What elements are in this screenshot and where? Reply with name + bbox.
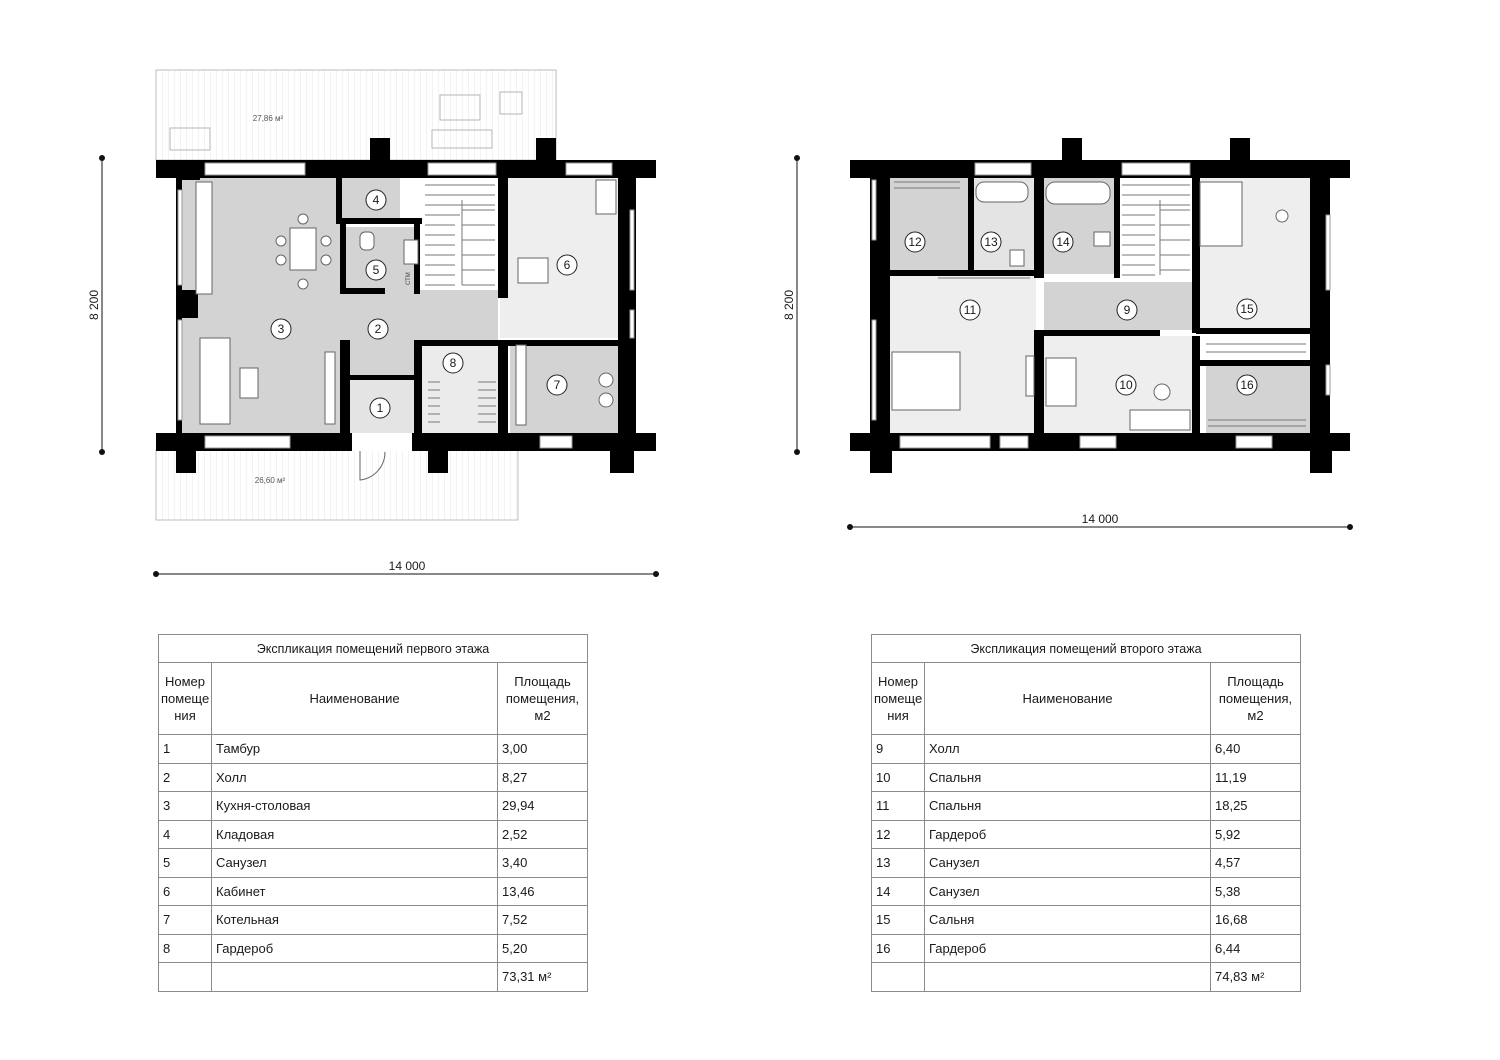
room-marker-6 [557, 255, 577, 275]
terrace-top-area: 27,86 м² [252, 114, 284, 123]
header-number: Номер помеще ния [159, 663, 212, 735]
cell-area: 4,57 [1211, 849, 1301, 878]
cell-name: Санузел [925, 877, 1211, 906]
table-row [872, 849, 1301, 878]
cell-area: 7,52 [498, 906, 588, 935]
cell-num: 1 [159, 735, 212, 764]
cell-name: Сальня [925, 906, 1211, 935]
cell-area: 18,25 [1211, 792, 1301, 821]
cell-name: Тамбур [212, 735, 498, 764]
room-marker-4 [366, 190, 386, 210]
table-row [159, 792, 588, 821]
cell-num: 6 [159, 877, 212, 906]
cell-num: 13 [872, 849, 925, 878]
table-row [159, 934, 588, 963]
cell-num: 7 [159, 906, 212, 935]
room-marker-3 [271, 319, 291, 339]
cell-area: 3,40 [498, 849, 588, 878]
cell-area: 29,94 [498, 792, 588, 821]
cell-num: 4 [159, 820, 212, 849]
cell-name: Гардероб [925, 820, 1211, 849]
cell-area: 11,19 [1211, 763, 1301, 792]
cell-name: Санузел [925, 849, 1211, 878]
cell-num: 12 [872, 820, 925, 849]
floor2-width-dimension: 14 000 [1081, 512, 1119, 526]
table-total: 74,83 м² [1211, 963, 1301, 992]
table-row [872, 820, 1301, 849]
terrace-bottom-area: 26,60 м² [254, 476, 286, 485]
cell-num: 15 [872, 906, 925, 935]
floor1-rooms-table [158, 634, 588, 992]
cell-area: 13,46 [498, 877, 588, 906]
cell-area: 6,40 [1211, 735, 1301, 764]
cell-num: 10 [872, 763, 925, 792]
floor1-height-dimension: 8 200 [87, 289, 101, 321]
svg-text:6: 6 [563, 258, 571, 272]
room-marker-11 [960, 300, 980, 320]
cell-area: 16,68 [1211, 906, 1301, 935]
svg-text:16: 16 [1240, 378, 1254, 392]
room-marker-14 [1053, 232, 1073, 252]
svg-text:14: 14 [1056, 235, 1070, 249]
svg-text:11: 11 [963, 303, 977, 317]
room-marker-16 [1237, 375, 1257, 395]
room-marker-12 [905, 232, 925, 252]
cell-num: 14 [872, 877, 925, 906]
table-row [872, 735, 1301, 764]
svg-text:5: 5 [372, 263, 380, 277]
floor2-height-dimension: 8 200 [782, 289, 796, 321]
terrace-bottom [156, 450, 518, 520]
floor1-width-dimension: 14 000 [388, 559, 426, 573]
floor2-stairs [1122, 185, 1190, 275]
room-marker-10 [1116, 375, 1136, 395]
cell-area: 2,52 [498, 820, 588, 849]
cell-name: Холл [925, 735, 1211, 764]
room-marker-5 [366, 260, 386, 280]
room-marker-2 [368, 319, 388, 339]
floor2-plan [782, 138, 1353, 530]
table-row [872, 877, 1301, 906]
cell-name: Спальня [925, 763, 1211, 792]
cell-num: 5 [159, 849, 212, 878]
table-row [159, 820, 588, 849]
cell-area: 3,00 [498, 735, 588, 764]
table-row [159, 877, 588, 906]
cell-area: 5,92 [1211, 820, 1301, 849]
cell-area: 5,38 [1211, 877, 1301, 906]
room-marker-15 [1237, 299, 1257, 319]
cell-area: 5,20 [498, 934, 588, 963]
cell-num: 11 [872, 792, 925, 821]
svg-text:3: 3 [277, 322, 285, 336]
svg-text:12: 12 [908, 235, 922, 249]
room-marker-8 [443, 353, 463, 373]
cell-area: 8,27 [498, 763, 588, 792]
floor1-plan [87, 70, 659, 577]
cell-area: 6,44 [1211, 934, 1301, 963]
svg-text:15: 15 [1240, 302, 1254, 316]
header-name: Наименование [212, 663, 498, 735]
table-caption: Экспликация помещений первого этажа [159, 635, 588, 663]
table-row [159, 906, 588, 935]
cell-num: 3 [159, 792, 212, 821]
cell-name: Кладовая [212, 820, 498, 849]
svg-text:9: 9 [1123, 303, 1131, 317]
cell-num: 16 [872, 934, 925, 963]
svg-text:10: 10 [1119, 378, 1133, 392]
svg-text:2: 2 [374, 322, 382, 336]
header-area: Площадь помещения, м2 [498, 663, 588, 735]
cell-name: Санузел [212, 849, 498, 878]
cell-name: Гардероб [212, 934, 498, 963]
svg-text:8: 8 [449, 356, 457, 370]
room-marker-13 [981, 232, 1001, 252]
boiler-mark: СТМ [406, 272, 412, 285]
header-name: Наименование [925, 663, 1211, 735]
cell-name: Кабинет [212, 877, 498, 906]
cell-name: Котельная [212, 906, 498, 935]
table-caption: Экспликация помещений второго этажа [872, 635, 1301, 663]
svg-text:1: 1 [376, 401, 384, 415]
room-marker-1 [370, 398, 390, 418]
cell-name: Спальня [925, 792, 1211, 821]
cell-name: Гардероб [925, 934, 1211, 963]
svg-text:7: 7 [553, 378, 561, 392]
header-area: Площадь помещения, м2 [1211, 663, 1301, 735]
room-marker-9 [1117, 300, 1137, 320]
table-row [159, 849, 588, 878]
table-total: 73,31 м² [498, 963, 588, 992]
terrace-top [156, 70, 556, 160]
table-row [159, 735, 588, 764]
cell-name: Кухня-столовая [212, 792, 498, 821]
table-row [159, 763, 588, 792]
table-row [872, 763, 1301, 792]
cell-num: 2 [159, 763, 212, 792]
floor2-rooms-table [871, 634, 1301, 992]
cell-num: 9 [872, 735, 925, 764]
table-row [872, 934, 1301, 963]
svg-text:4: 4 [372, 193, 380, 207]
svg-text:13: 13 [984, 235, 998, 249]
table-row [872, 906, 1301, 935]
cell-name: Холл [212, 763, 498, 792]
cell-num: 8 [159, 934, 212, 963]
header-number: Номер помеще ния [872, 663, 925, 735]
table-row [872, 792, 1301, 821]
room-marker-7 [547, 375, 567, 395]
